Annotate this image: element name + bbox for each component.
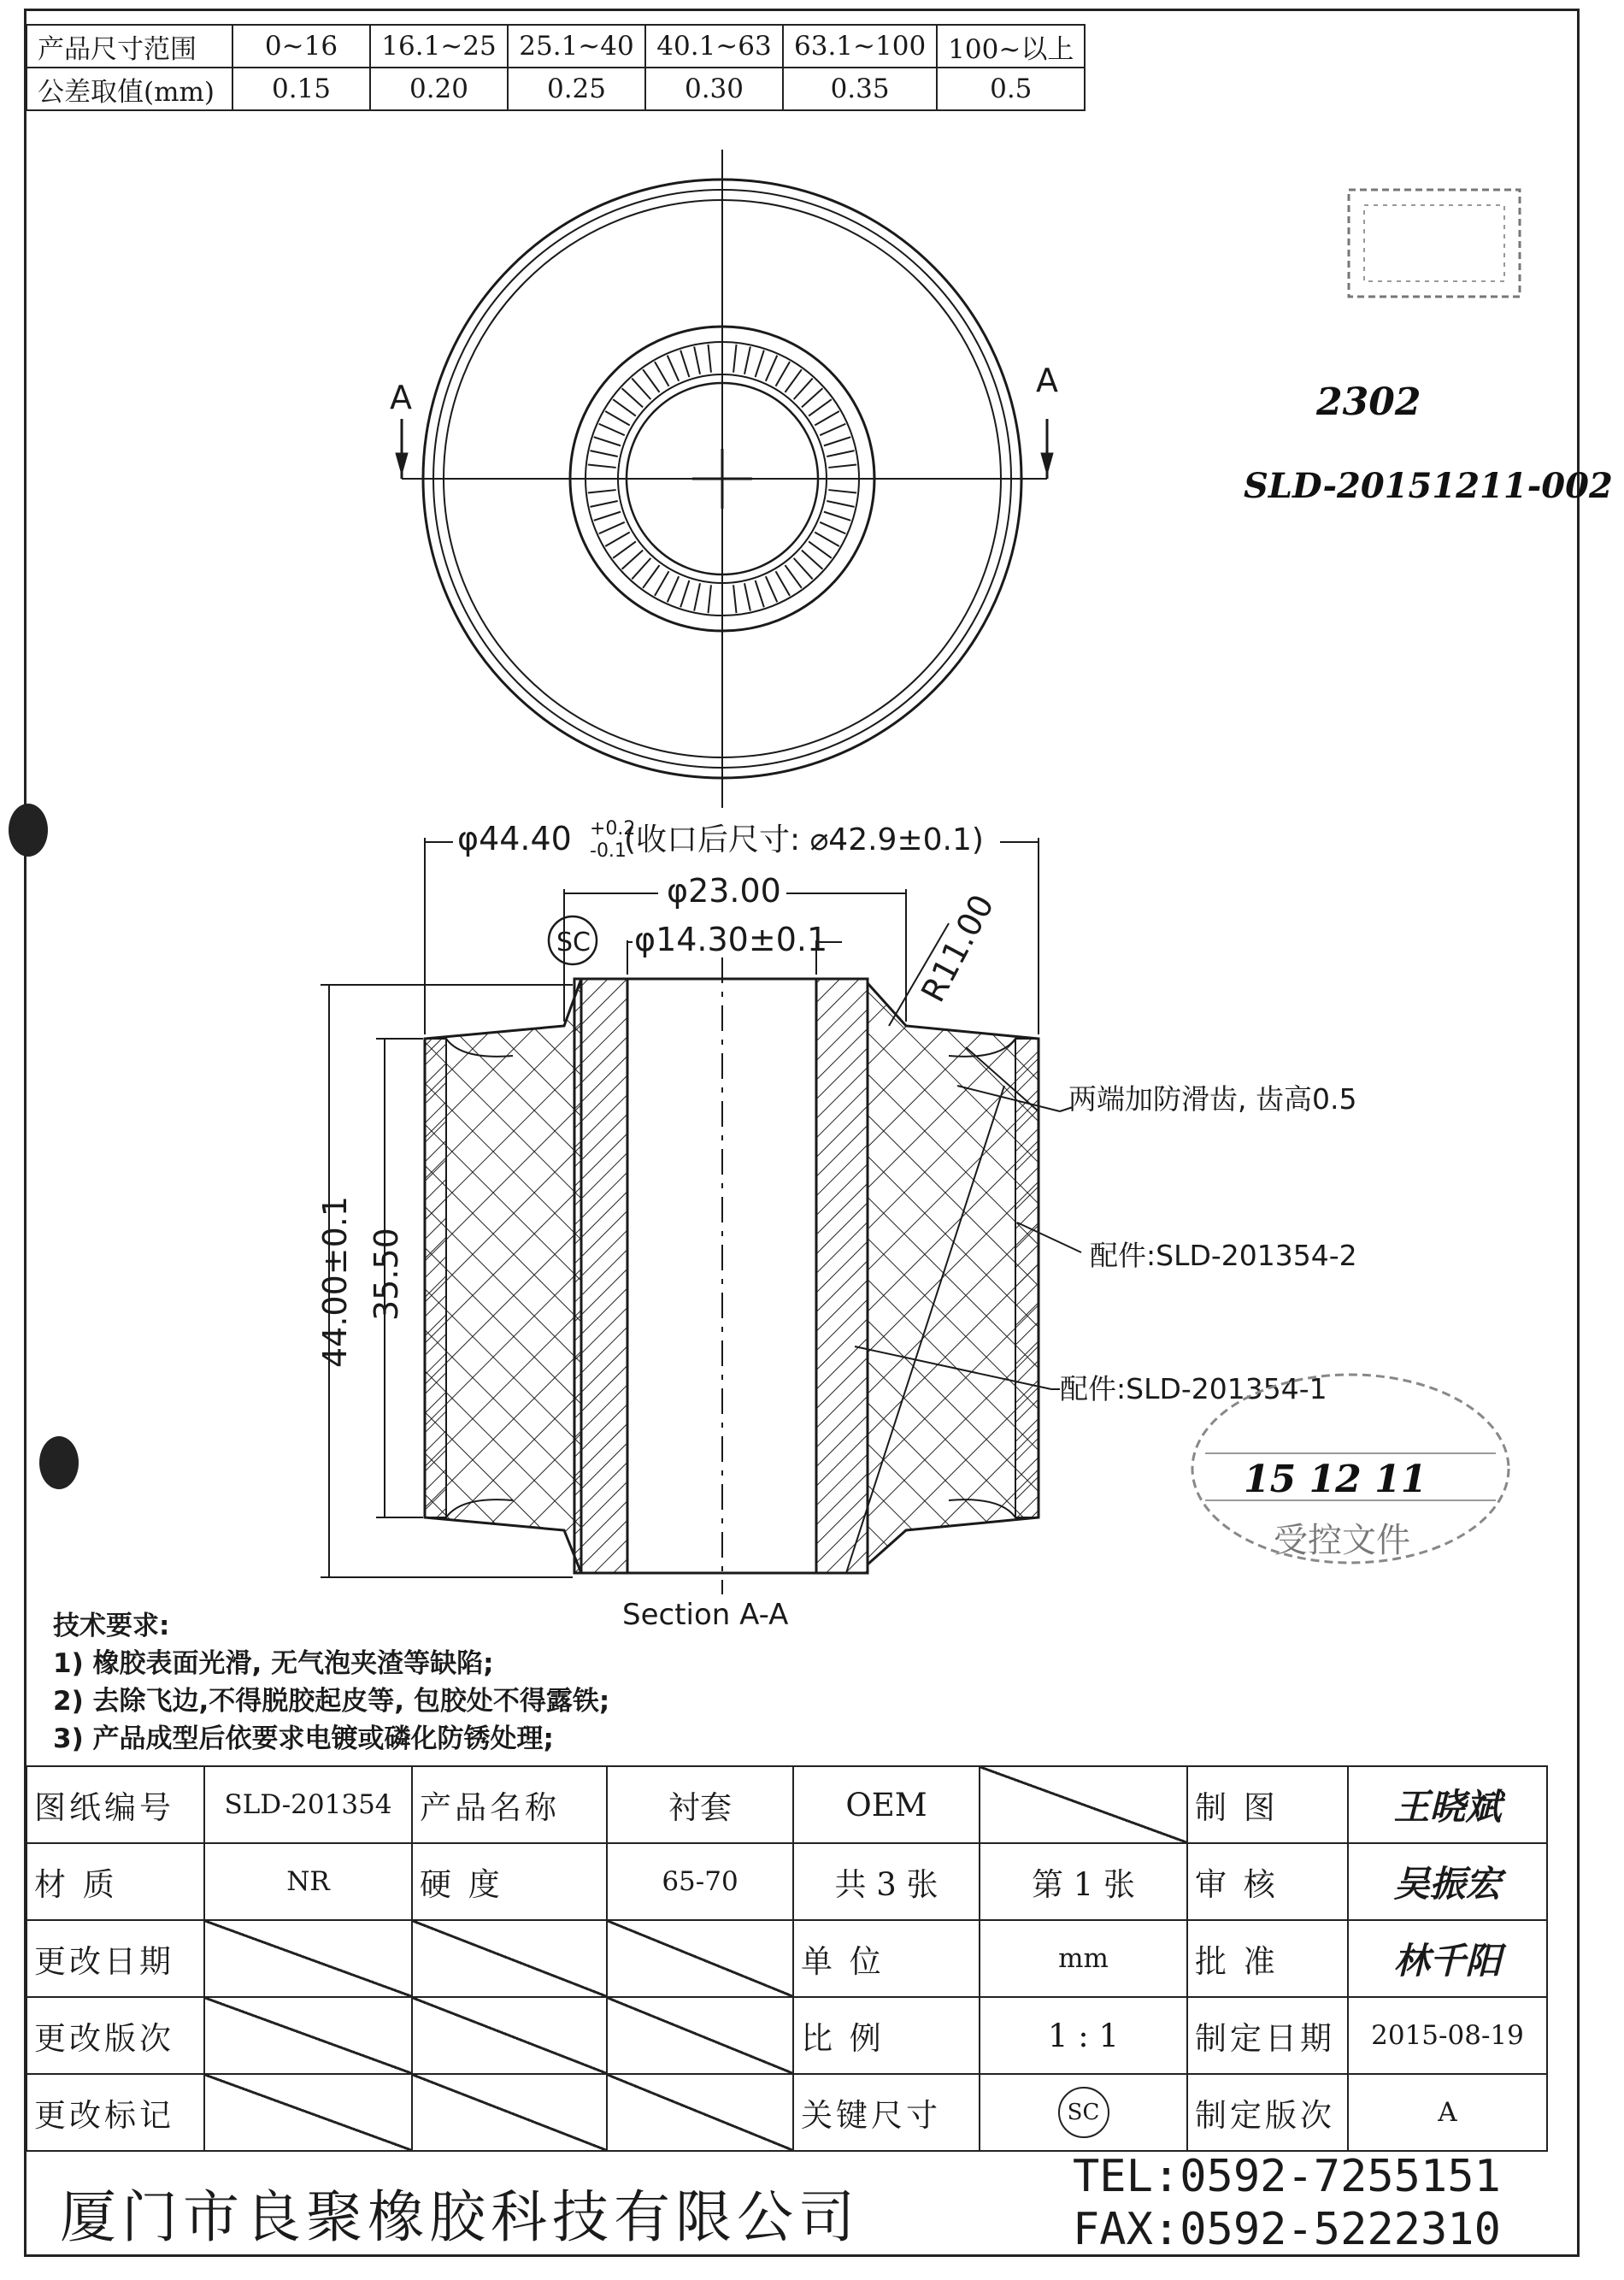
tooth-line bbox=[815, 411, 839, 426]
stamp-box bbox=[1349, 190, 1520, 297]
dim-outer-tol-lower: -0.1 bbox=[590, 840, 627, 862]
dim-outer-diameter: φ44.40 bbox=[457, 820, 572, 857]
made-version-value: A bbox=[1348, 2074, 1547, 2151]
tolerance-value-label: 公差取值(mm) bbox=[26, 68, 232, 110]
tooth-line bbox=[794, 558, 813, 580]
tooth-line bbox=[622, 388, 644, 407]
empty-cell bbox=[412, 2074, 607, 2151]
tooth-line bbox=[820, 424, 845, 435]
handwritten-code-top: 2302 bbox=[1316, 380, 1421, 424]
tooth-line bbox=[599, 522, 625, 533]
tooth-line bbox=[613, 541, 636, 557]
tooth-line bbox=[744, 346, 750, 374]
stamp-controlled-text: 受控文件 bbox=[1274, 1521, 1410, 1560]
tooth-line bbox=[766, 356, 777, 381]
dim-total-height: 44.00±0.1 bbox=[316, 1195, 354, 1368]
dim-outer-note: (收口后尺寸: ⌀42.9±0.1) bbox=[624, 822, 984, 857]
review-label: 审 核 bbox=[1187, 1843, 1348, 1920]
tooth-line bbox=[643, 565, 659, 588]
sheet-number: 第 1 张 bbox=[980, 1843, 1187, 1920]
tech-item: 2) 去除飞边,不得脱胶起皮等, 包胶处不得露铁; bbox=[53, 1686, 610, 1717]
tooth-line bbox=[708, 345, 710, 373]
tooth-line bbox=[828, 464, 856, 467]
tooth-line bbox=[594, 512, 621, 521]
approve-signature: 林千阳 bbox=[1348, 1920, 1547, 1997]
tooth-line bbox=[824, 437, 850, 445]
empty-cell bbox=[607, 1997, 793, 2074]
tooth-line bbox=[708, 585, 710, 613]
value-cell: 0.30 bbox=[645, 68, 783, 110]
unit-value: mm bbox=[980, 1920, 1187, 1997]
tooth-line bbox=[785, 565, 801, 588]
range-cell: 40.1~63 bbox=[645, 25, 783, 68]
dim-outer-tol-upper: +0.2 bbox=[590, 818, 636, 840]
product-name-value: 衬套 bbox=[607, 1766, 793, 1843]
material-value: NR bbox=[204, 1843, 412, 1920]
tooth-line bbox=[815, 533, 839, 547]
empty-cell bbox=[607, 1920, 793, 1997]
tooth-line bbox=[827, 501, 854, 507]
dim-radius: R11.00 bbox=[914, 888, 1002, 1009]
hardness-label: 硬 度 bbox=[412, 1843, 607, 1920]
empty-cell bbox=[204, 2074, 412, 2151]
key-dim-label: 关键尺寸 bbox=[793, 2074, 980, 2151]
tooth-line bbox=[622, 551, 644, 569]
tooth-line bbox=[824, 512, 850, 521]
tooth-line bbox=[809, 541, 832, 557]
label-part-1: 配件:SLD-201354-1 bbox=[1060, 1372, 1327, 1405]
company-fax: FAX:0592-5222310 bbox=[1073, 2204, 1501, 2255]
tooth-line bbox=[694, 583, 700, 610]
tooth-line bbox=[744, 583, 750, 610]
tooth-line bbox=[599, 424, 625, 435]
tooth-line bbox=[733, 345, 736, 373]
range-cell: 100~以上 bbox=[937, 25, 1085, 68]
total-sheets: 共 3 张 bbox=[793, 1843, 980, 1920]
made-date-label: 制定日期 bbox=[1187, 1997, 1348, 2074]
tooth-line bbox=[820, 522, 845, 533]
section-marker-right: A bbox=[1036, 362, 1058, 399]
tolerance-range-label: 产品尺寸范围 bbox=[26, 25, 232, 68]
tooth-line bbox=[590, 451, 617, 457]
range-cell: 25.1~40 bbox=[508, 25, 645, 68]
scale-label: 比 例 bbox=[793, 1997, 980, 2074]
tooth-line bbox=[794, 379, 813, 400]
empty-cell bbox=[980, 1766, 1187, 1843]
tooth-line bbox=[655, 362, 669, 386]
company-name: 厦门市良聚橡胶科技有限公司 bbox=[60, 2184, 860, 2250]
tech-item: 3) 产品成型后依要求电镀或磷化防锈处理; bbox=[53, 1723, 554, 1754]
tooth-line bbox=[766, 576, 777, 602]
top-view bbox=[396, 150, 1053, 808]
drawing-no-label: 图纸编号 bbox=[26, 1766, 204, 1843]
drawn-label: 制 图 bbox=[1187, 1766, 1348, 1843]
tooth-line bbox=[776, 362, 791, 386]
tooth-line bbox=[668, 356, 679, 381]
section-view bbox=[425, 957, 1039, 1594]
scale-value: 1 : 1 bbox=[980, 1997, 1187, 2074]
tooth-line bbox=[694, 346, 700, 374]
tooth-line bbox=[655, 571, 669, 596]
tooth-line bbox=[605, 411, 630, 426]
tooth-line bbox=[802, 388, 823, 407]
material-label: 材 质 bbox=[26, 1843, 204, 1920]
tooth-line bbox=[802, 551, 823, 569]
empty-cell bbox=[607, 2074, 793, 2151]
unit-label: 单 位 bbox=[793, 1920, 980, 1997]
section-marker-left: A bbox=[390, 379, 412, 416]
tooth-line bbox=[590, 501, 617, 507]
tooth-line bbox=[643, 369, 659, 392]
sc-symbol-text: SC bbox=[556, 928, 591, 957]
tooth-line bbox=[668, 576, 679, 602]
label-part-2: 配件:SLD-201354-2 bbox=[1090, 1239, 1357, 1272]
sc-symbol: SC bbox=[1058, 2087, 1109, 2138]
tooth-line bbox=[632, 558, 650, 580]
tooth-line bbox=[776, 571, 791, 596]
label-anti-slip-teeth: 两端加防滑齿, 齿高0.5 bbox=[1068, 1082, 1357, 1116]
dim-middle-diameter: φ23.00 bbox=[667, 872, 781, 910]
stamp-date-handwritten: 15 12 11 bbox=[1244, 1458, 1427, 1501]
empty-cell bbox=[412, 1997, 607, 2074]
dim-inner-height: 35.50 bbox=[368, 1228, 405, 1321]
tooth-line bbox=[827, 451, 854, 457]
tooth-line bbox=[828, 490, 856, 492]
tooth-line bbox=[632, 379, 650, 400]
drawing-no-value: SLD-201354 bbox=[204, 1766, 412, 1843]
section-title: Section A-A bbox=[622, 1598, 789, 1632]
value-cell: 0.15 bbox=[232, 68, 370, 110]
change-date-label: 更改日期 bbox=[26, 1920, 204, 1997]
made-version-label: 制定版次 bbox=[1187, 2074, 1348, 2151]
value-cell: 0.20 bbox=[370, 68, 508, 110]
empty-cell bbox=[412, 1920, 607, 1997]
tooth-line bbox=[605, 533, 630, 547]
tooth-line bbox=[785, 369, 801, 392]
tooth-line bbox=[594, 437, 621, 445]
tooth-line bbox=[733, 585, 736, 613]
tooth-line bbox=[613, 399, 636, 415]
tooth-line bbox=[756, 351, 764, 377]
dim-inner-diameter: φ14.30±0.1 bbox=[634, 921, 828, 958]
value-cell: 0.25 bbox=[508, 68, 645, 110]
tech-item: 1) 橡胶表面光滑, 无气泡夹渣等缺陷; bbox=[53, 1648, 494, 1679]
range-cell: 0~16 bbox=[232, 25, 370, 68]
review-signature: 吴振宏 bbox=[1348, 1843, 1547, 1920]
company-contact bbox=[1073, 2150, 1501, 2256]
tooth-line bbox=[588, 490, 616, 492]
title-block bbox=[26, 1765, 1548, 2152]
product-name-label: 产品名称 bbox=[412, 1766, 607, 1843]
handwritten-code-bottom: SLD-20151211-002 bbox=[1244, 466, 1613, 506]
hardness-value: 65-70 bbox=[607, 1843, 793, 1920]
tooth-line bbox=[680, 580, 689, 607]
tooth-line bbox=[680, 351, 689, 377]
tech-title: 技术要求: bbox=[53, 1611, 170, 1641]
tooth-line bbox=[809, 399, 832, 415]
range-cell: 63.1~100 bbox=[783, 25, 937, 68]
oem-cell: OEM bbox=[793, 1766, 980, 1843]
approve-label: 批 准 bbox=[1187, 1920, 1348, 1997]
tooth-line bbox=[756, 580, 764, 607]
value-cell: 0.35 bbox=[783, 68, 937, 110]
drawn-signature: 王晓斌 bbox=[1348, 1766, 1547, 1843]
value-cell: 0.5 bbox=[937, 68, 1085, 110]
tooth-line bbox=[588, 464, 616, 467]
made-date-value: 2015-08-19 bbox=[1348, 1997, 1547, 2074]
change-mark-label: 更改标记 bbox=[26, 2074, 204, 2151]
range-cell: 16.1~25 bbox=[370, 25, 508, 68]
technical-requirements bbox=[53, 1607, 609, 1758]
empty-cell bbox=[204, 1920, 412, 1997]
company-tel: TEL:0592-7255151 bbox=[1073, 2151, 1501, 2202]
key-dim-symbol bbox=[980, 2074, 1187, 2151]
empty-cell bbox=[204, 1997, 412, 2074]
change-version-label: 更改版次 bbox=[26, 1997, 204, 2074]
